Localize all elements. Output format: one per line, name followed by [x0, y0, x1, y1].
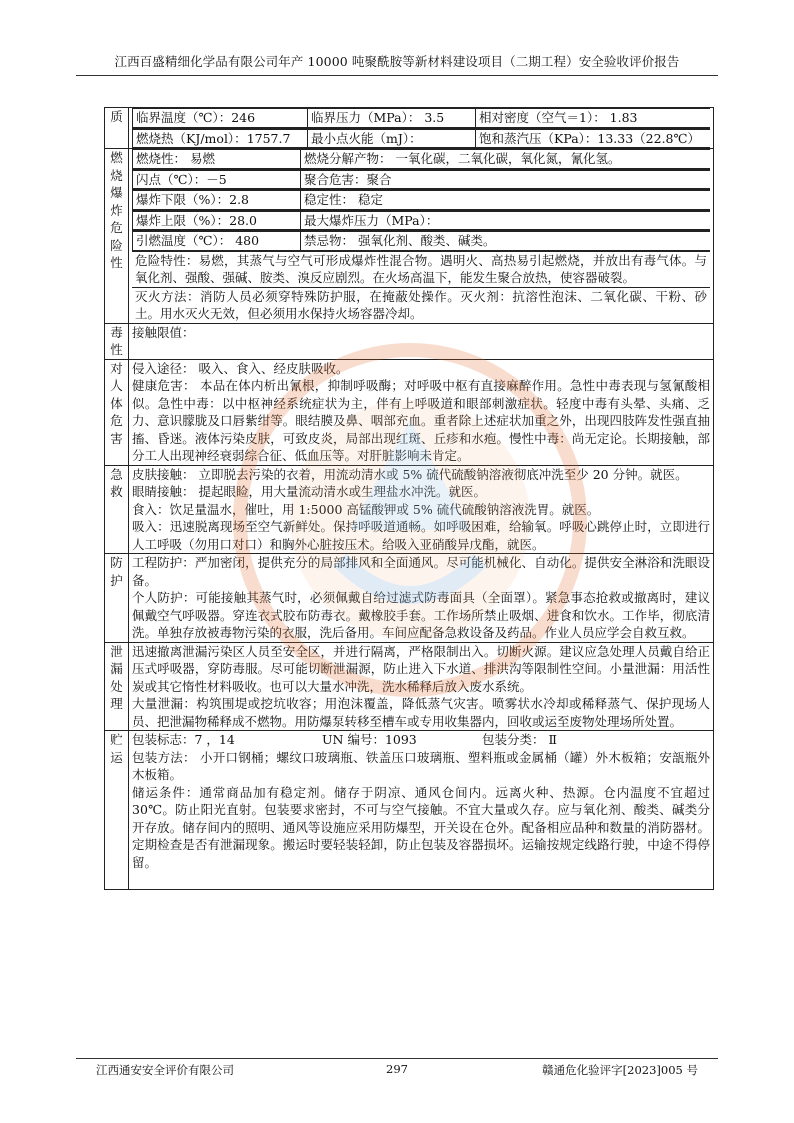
flammability: 燃烧性： 易燃 [133, 150, 301, 169]
spill-section [105, 642, 714, 731]
page-header: 江西百盛精细化学品有限公司年产 10000 吨聚酰胺等新材料建设项目（二期工程）安全验收评价报告 [114, 54, 680, 69]
relative-density: 相对密度（空气＝1）： 1.83 [476, 109, 711, 128]
storage-conditions: 储运条件：通常商品加有稳定剂。储存于阴凉、通风仓间内。远离火种、热源。仓内温度不宜超过 30℃。防止阳光直射。包装要求密封，不可与空气接触。不宜大量或久存。应与氧化剂、酸类、碱类分开存放。储存间内的照明、通风等设施应采用防爆型，开关设在仓外。配备相应品种和数量的消防器材。定期检查是否有泄漏现象。搬运时要轻装轻卸，防止包装及容器损坏。运输按规定线路行驶，中途不得停留。 [132, 784, 710, 870]
package-class: 包装分类： Ⅱ [482, 732, 557, 747]
package-mark: 包装标志：7 ，14 [132, 732, 235, 747]
un-number: UN 编号：1093 [322, 732, 417, 747]
upper-explosion-limit: 爆炸上限（%）：28.0 [133, 211, 301, 230]
page-number: 297 [386, 1062, 408, 1076]
hazard-characteristics: 危险特性：易燃，其蒸气与空气可形成爆炸性混合物。遇明火、高热易引起燃烧，并放出有毒气体。与氧化剂、强酸、强碱、胺类、溴反应剧烈。在火场高温下，能发生聚合放热，使容器破裂。 [135, 252, 707, 285]
toxicity-label: 毒性 [105, 323, 129, 359]
storage-label: 贮运 [105, 731, 129, 890]
protection-label: 防护 [105, 554, 129, 643]
ignition-temperature: 引燃温度（℃）： 480 [133, 232, 301, 251]
property-section [105, 108, 714, 149]
spill-label: 泄漏处理 [105, 642, 129, 731]
large-spill: 大量泄漏：构筑围堤或挖坑收容；用泡沫覆盖，降低蒸气灾害。喷雾状水冷却或稀释蒸气、保护现场人员、把泄漏物稀释成不燃物。用防爆泵转移至槽车或专用收集器内，回收或运至废物处理场所处置。 [132, 696, 710, 729]
packaging-method: 包装方法： 小开口钢桶；螺纹口玻璃瓶、铁盖压口玻璃瓶、塑料瓶或金属桶（罐）外木板箱；安瓿瓶外木板箱。 [132, 749, 710, 782]
health-label: 对人体危害 [105, 359, 129, 465]
report-code: 赣通危化验评字[2023]005 号 [542, 1063, 698, 1077]
toxicity-section [105, 323, 714, 359]
personal-protection: 个人防护：可能接触其蒸气时，必须佩戴自给过滤式防毒面具（全面罩）。紧急事态抢救或撤离时，建议佩戴空气呼吸器。穿连衣式胶布防毒衣。戴橡胶手套。工作场所禁止吸烟、进食和饮水。工作毕，彻底清洗。单独存放被毒物污染的衣服，洗后备用。车间应配备急救设备及药品。作业人员应学会自救互救。 [132, 590, 710, 640]
firstaid-section [105, 465, 714, 554]
property-label: 质 [105, 108, 129, 149]
eye-contact: 眼睛接触： 提起眼睑，用大量流动清水或生理盐水冲洗。就医。 [132, 484, 486, 499]
engineering-protection: 工程防护：严加密闭，提供充分的局部排风和全面通风。尽可能机械化、自动化。提供安全淋浴和洗眼设备。 [132, 555, 710, 588]
footer-divider [76, 1058, 718, 1059]
combustion-heat: 燃烧热（KJ/mol）：1757.7 [133, 129, 308, 148]
footer-company: 江西通安安全评价有限公司 [96, 1063, 234, 1077]
exposure-limits: 接触限值： [129, 323, 714, 359]
lower-explosion-limit: 爆炸下限（%）：2.8 [133, 191, 301, 210]
health-section [105, 359, 714, 465]
decomposition-products: 燃烧分解产物： 一氧化碳，二氧化碳，氧化氮，氰化氢。 [301, 150, 711, 169]
package-info [132, 731, 710, 749]
min-ignition-energy: 最小点火能（mJ）： [308, 129, 476, 148]
entry-routes: 侵入途径： 吸入、食入、经皮肤吸收。 [132, 360, 349, 376]
firstaid-label: 急救 [105, 465, 129, 554]
max-explosion-pressure: 最大爆炸压力（MPa）： [301, 211, 711, 230]
health-hazards: 健康危害： 本品在体内析出氰根，抑制呼吸酶；对呼吸中枢有直接麻醉作用。急性中毒表现与氢氰酸相似。急性中毒：以中枢神经系统症状为主，伴有上呼吸道和眼部刺激症状。轻度中毒有头晕、头痛、乏力、意识朦胧及口唇紫绀等。眼结膜及鼻、咽部充血。重者除上述症状加重之外，出现四肢阵发性强直抽搐、昏迷。液体污染皮肤，可致皮炎，局部出现红斑、丘疹和水疱。慢性中毒：尚无定论。长期接触，部分工人出现神经衰弱综合征、低血压等。对肝脏影响未肯定。 [132, 378, 710, 463]
critical-temperature: 临界温度（℃）：246 [133, 109, 308, 128]
storage-section [105, 731, 714, 890]
stability: 稳定性： 稳定 [301, 191, 711, 210]
skin-contact: 皮肤接触： 立即脱去污染的衣着，用流动清水或 5% 硫代硫酸钠溶液彻底冲洗至少 20 分钟。就医。 [132, 466, 688, 482]
critical-pressure: 临界压力（MPa）： 3.5 [308, 109, 476, 128]
inhalation: 吸入：迅速脱离现场至空气新鲜处。保持呼吸道通畅。如呼吸困难，给输氧。呼吸心跳停止时，立即进行人工呼吸（勿用口对口）和胸外心脏按压术。给吸入亚硝酸异戊酯，就医。 [132, 519, 710, 552]
header-divider [76, 75, 718, 76]
flash-point: 闪点（℃）：－5 [133, 170, 301, 189]
incompatible-materials: 禁忌物： 强氧化剂、酸类、碱类。 [301, 232, 711, 251]
vapor-pressure: 饱和蒸汽压（KPa）：13.33（22.8℃） [476, 129, 711, 148]
extinguishing-method: 灭火方法：消防人员必须穿特殊防护服，在掩蔽处操作。灭火剂：抗溶性泡沫、二氧化碳、干粉、砂土。用水灭火无效，但必须用水保持火场容器冷却。 [135, 288, 707, 321]
fire-label: 燃烧爆炸危险性 [105, 149, 129, 324]
fire-section [105, 149, 714, 324]
protection-section [105, 554, 714, 643]
spill-general: 迅速撤离泄漏污染区人员至安全区，并进行隔离，严格限制出入。切断火源。建议应急处理人员戴自给正压式呼吸器，穿防毒服。尽可能切断泄漏源，防止进入下水道、排洪沟等限制性空间。小量泄漏：用活性炭或其它惰性材料吸收。也可以大量水冲洗，洗水稀释后放入废水系统。 [132, 643, 710, 694]
ingestion: 食入：饮足量温水，催吐，用 1:5000 高锰酸钾或 5% 硫代硫酸钠溶液洗胃。就医。 [132, 501, 600, 517]
msds-table [104, 107, 714, 890]
polymerization-hazard: 聚合危害：聚合 [301, 170, 711, 189]
